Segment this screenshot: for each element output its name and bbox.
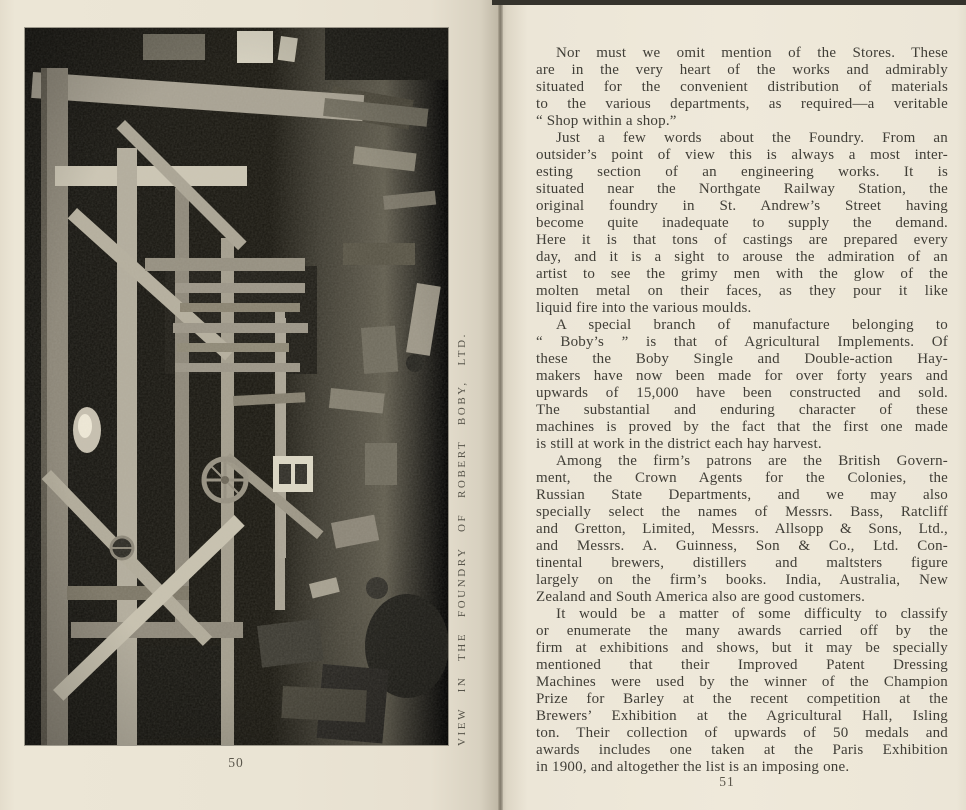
- text-line: awards includes one taken at the Paris Exhibition: [536, 742, 948, 758]
- page-number-left: 50: [228, 755, 244, 770]
- text-line: to the various departments, as required—a veritable: [536, 96, 948, 112]
- text-line: or enumerate the many awards carried off by the: [536, 623, 948, 639]
- paragraph: [536, 317, 948, 453]
- text-line: The substantial and enduring character of these: [536, 402, 948, 418]
- foundry-photo-image: [25, 28, 448, 745]
- text-line: Machines were used by the winner of the Champion: [536, 674, 948, 690]
- text-line: situated for the convenient distribution of materials: [536, 79, 948, 95]
- photo-caption: VIEW IN THE FOUNDRY OF ROBERT BOBY, LTD.: [456, 332, 468, 746]
- page-number-right: 51: [719, 774, 735, 789]
- right-page: [500, 0, 966, 810]
- text-line: machines is proved by the fact that the first one made: [536, 419, 948, 435]
- body-text: [536, 45, 948, 776]
- text-line: and Messrs. A. Guinness, Son & Co., Ltd. Con-: [536, 538, 948, 554]
- text-line: mentioned that their Improved Patent Dressing: [536, 657, 948, 673]
- text-line: outsider’s point of view this is always a most inter-: [536, 147, 948, 163]
- text-line: Among the firm’s patrons are the British Govern-: [556, 453, 948, 469]
- foundry-photo: [25, 28, 448, 745]
- text-line: ment, the Crown Agents for the Colonies, the: [536, 470, 948, 486]
- paragraph: [536, 130, 948, 317]
- text-line: It would be a matter of some difficulty to classify: [556, 606, 948, 622]
- text-line: upwards of 15,000 have been constructed and sold.: [536, 385, 948, 401]
- text-line: Zealand and South America also are good customers.: [536, 589, 866, 605]
- text-line: are in the very heart of the works and admirably: [536, 62, 948, 78]
- text-line: makers have now been made for over forty years and: [536, 368, 948, 384]
- text-line: artist to see the grimy men with the glow of the: [536, 266, 948, 282]
- paragraph: [536, 45, 948, 130]
- text-line: Russian State Departments, and we may also: [536, 487, 948, 503]
- paragraph: [536, 606, 948, 776]
- text-line: specially select the names of Messrs. Bass, Ratcliff: [536, 504, 948, 520]
- text-line: Prize for Barley at the recent competition at the: [536, 691, 948, 707]
- text-line: tinental brewers, distillers and maltsters figure: [536, 555, 948, 571]
- text-line: ton. Their collection of upwards of 50 medals and: [536, 725, 948, 741]
- text-line: A special branch of manufacture belonging to: [556, 317, 948, 333]
- scan-edge: [492, 0, 966, 5]
- text-line: Nor must we omit mention of the Stores. These: [556, 45, 948, 61]
- text-line: and Gretton, Limited, Messrs. Allsopp & Sons, Ltd.,: [536, 521, 948, 537]
- paragraph: [536, 453, 948, 606]
- text-line: Brewers’ Exhibition at the Agricultural Hall, Isling: [536, 708, 948, 724]
- text-line: Here it is that tons of castings are prepared every: [536, 232, 948, 248]
- text-line: firm at exhibitions and shows, but it may be specially: [536, 640, 948, 656]
- text-line: become quite inadequate to supply the demand.: [536, 215, 948, 231]
- text-line: is still at work in the district each hay harvest.: [536, 436, 822, 452]
- text-line: in 1900, and altogether the list is an imposing one.: [536, 759, 850, 775]
- text-line: liquid fire into the various moulds.: [536, 300, 752, 316]
- text-line: these the Boby Single and Double-action Hay-: [536, 351, 948, 367]
- text-line: largely on the firm’s books. India, Australia, New: [536, 572, 948, 588]
- text-line: situated near the Northgate Railway Station, the: [536, 181, 948, 197]
- text-line: molten metal on their faces, as they pour it like: [536, 283, 948, 299]
- text-line: Just a few words about the Foundry. From an: [556, 130, 948, 146]
- page-gutter: [498, 0, 503, 810]
- text-line: original foundry in St. Andrew’s Street having: [536, 198, 948, 214]
- text-line: day, and it is a sight to arouse the admiration of an: [536, 249, 948, 265]
- text-line: “ Shop within a shop.”: [536, 113, 677, 129]
- text-line: esting section of an engineering works. It is: [536, 164, 948, 180]
- text-line: “ Boby’s ” is that of Agricultural Implements. Of: [536, 334, 948, 350]
